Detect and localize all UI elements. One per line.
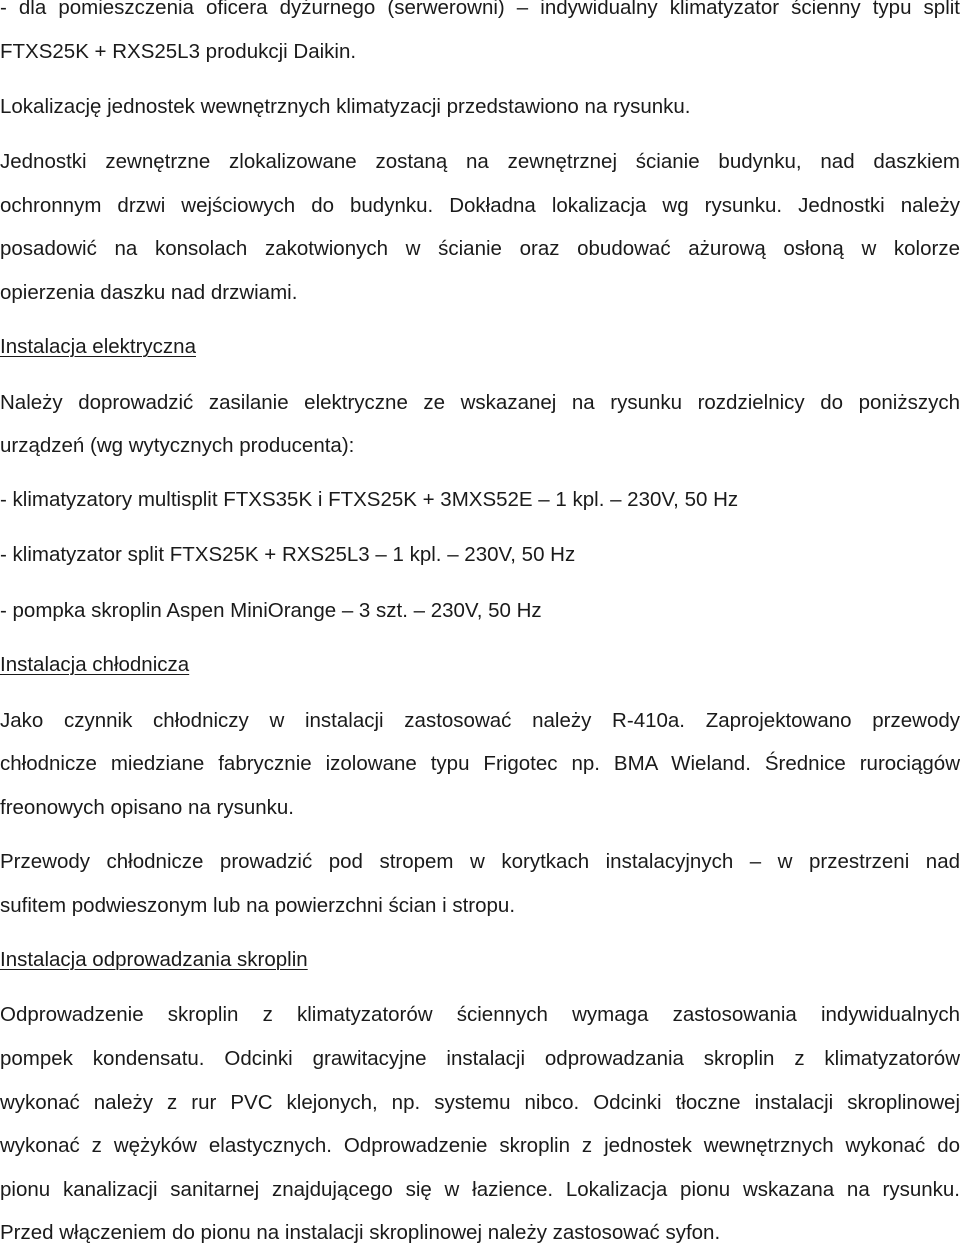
paragraph-line: - dla pomieszczenia oficera dyżurnego (serwerowni) – indywidualny klimatyzator ścienny typu split [0, 0, 960, 19]
paragraph-line: posadowić na konsolach zakotwionych w ścianie oraz obudować ażurową osłoną w kolorze [0, 237, 960, 260]
list-item: - klimatyzatory multisplit FTXS35K i FTXS25K + 3MXS52E – 1 kpl. – 230V, 50 Hz [0, 488, 739, 511]
paragraph-line: Przed włączeniem do pionu na instalacji skroplinowej należy zastosować syfon. [0, 1221, 721, 1244]
paragraph-line: Należy doprowadzić zasilanie elektryczne ze wskazanej na rysunku rozdzielnicy do poniższych [0, 391, 960, 414]
list-item: - klimatyzator split FTXS25K + RXS25L3 – 1 kpl. – 230V, 50 Hz [0, 543, 576, 566]
paragraph-line: pionu kanalizacji sanitarnej znajdującego się w łazience. Lokalizacja pionu wskazana na rysunku. [0, 1178, 960, 1201]
list-item: - pompka skroplin Aspen MiniOrange – 3 szt. – 230V, 50 Hz [0, 599, 542, 622]
paragraph-line: Jednostki zewnętrzne zlokalizowane zostaną na zewnętrznej ścianie budynku, nad daszkiem [0, 150, 960, 173]
paragraph-line: chłodnicze miedziane fabrycznie izolowane typu Frigotec np. BMA Wieland. Średnice rurociągów [0, 752, 960, 775]
paragraph-line: wykonać należy z rur PVC klejonych, np. systemu nibco. Odcinki tłoczne instalacji skroplinowej [0, 1091, 960, 1114]
paragraph-line: Odprowadzenie skroplin z klimatyzatorów ściennych wymaga zastosowania indywidualnych [0, 1003, 960, 1026]
heading-text: Instalacja elektryczna [0, 335, 196, 358]
section-heading-refrigeration [0, 651, 960, 679]
paragraph-line: ochronnym drzwi wejściowych do budynku. Dokładna lokalizacja wg rysunku. Jednostki należy [0, 194, 960, 217]
paragraph-line: urządzeń (wg wytycznych producenta): [0, 434, 355, 457]
paragraph-line: Lokalizację jednostek wewnętrznych klimatyzacji przedstawiono na rysunku. [0, 95, 691, 118]
paragraph-line: Jako czynnik chłodniczy w instalacji zastosować należy R-410a. Zaprojektowano przewody [0, 709, 960, 732]
heading-text: Instalacja chłodnicza [0, 653, 190, 676]
paragraph-line: FTXS25K + RXS25L3 produkcji Daikin. [0, 40, 357, 63]
paragraph-line: Przewody chłodnicze prowadzić pod stropem w korytkach instalacyjnych – w przestrzeni nad [0, 850, 960, 873]
paragraph-line: freonowych opisano na rysunku. [0, 796, 295, 819]
section-heading-condensate [0, 946, 960, 974]
paragraph-line: sufitem podwieszonym lub na powierzchni ścian i stropu. [0, 894, 516, 917]
paragraph-line: opierzenia daszku nad drzwiami. [0, 281, 298, 304]
heading-text: Instalacja odprowadzania skroplin [0, 948, 308, 971]
paragraph-line: pompek kondensatu. Odcinki grawitacyjne instalacji odprowadzania skroplin z klimatyzatorów [0, 1047, 960, 1070]
section-heading-electrical [0, 333, 960, 361]
paragraph-line: wykonać z wężyków elastycznych. Odprowadzenie skroplin z jednostek wewnętrznych wykonać do [0, 1134, 960, 1157]
